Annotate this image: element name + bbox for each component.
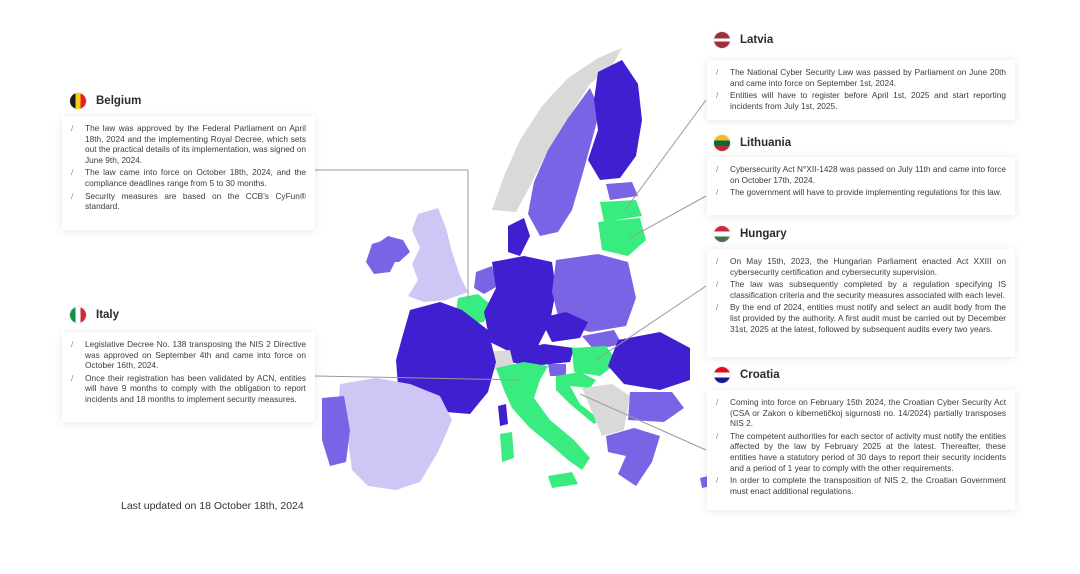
map-sardinia [500, 432, 514, 462]
map-bulgaria [628, 392, 684, 422]
croatia-title: Croatia [740, 369, 780, 381]
italy-title: Italy [96, 309, 120, 321]
croatia-bullet: / In order to complete the transposition of NIS 2, the Croatian Government must enact additional regulations. [716, 475, 1006, 496]
map-ireland [366, 238, 398, 274]
map-sicily [548, 472, 578, 488]
belgium-bullet: / The law was approved by the Federal Parliament on April 18th, 2024 and the implementing Royal Decree, which sets out the practical details of its implementation, was signed on June 9th, 2024. [71, 123, 306, 165]
hungary-bullet: / On May 15th, 2023, the Hungarian Parliament enacted Act XXIII on cybersecurity certification and cybersecurity supervision. [716, 256, 1006, 277]
belgium-heading [70, 93, 141, 109]
hungary-card [707, 249, 1015, 357]
italy-card [62, 332, 315, 422]
map-denmark [508, 218, 530, 256]
belgium-flag-icon [70, 93, 86, 109]
lithuania-bullet: / Cybersecurity Act N°XII-1428 was passed on July 11th and came into force on October 17th, 2024. [716, 164, 1006, 185]
croatia-heading [714, 367, 780, 383]
hungary-flag-icon [714, 226, 730, 242]
last-updated-text: Last updated on 18 October 18th, 2024 [121, 500, 304, 512]
hungary-heading [714, 226, 787, 242]
belgium-bullet: / Security measures are based on the CCB's CyFun® standard. [71, 191, 306, 212]
map-portugal [322, 396, 350, 466]
map-greece [606, 428, 660, 486]
map-balkans [582, 384, 630, 436]
italy-bullet: / Once their registration has been validated by ACN, entities will have 9 months to comply with the obligation to report incidents and 18 months to implement security measures. [71, 373, 306, 405]
map-slovenia [548, 364, 566, 376]
lithuania-card [707, 157, 1015, 215]
hungary-title: Hungary [740, 228, 787, 240]
latvia-bullet: / The National Cyber Security Law was passed by Parliament on June 20th and came into force on September 1st, 2024. [716, 67, 1006, 88]
map-corsica [498, 404, 508, 426]
map-spain [338, 378, 452, 490]
belgium-bullet: / The law came into force on October 18th, 2024, and the compliance deadlines range from 5 to 30 months. [71, 167, 306, 188]
italy-bullet: / Legislative Decree No. 138 transposing the NIS 2 Directive was approved on September 4th and came into force on October 16th, 2024. [71, 339, 306, 371]
latvia-flag-icon [714, 32, 730, 48]
belgium-title: Belgium [96, 95, 142, 107]
italy-heading [70, 307, 119, 323]
map-lithuania [598, 218, 646, 256]
lithuania-bullet: / The government will have to provide implementing regulations for this law. [716, 187, 1006, 198]
hungary-bullet: / The law was subsequently completed by a regulation specifying IS classification criteria and the security measures associated with each level. [716, 279, 1006, 300]
map-romania [608, 332, 690, 390]
lithuania-flag-icon [714, 135, 730, 151]
croatia-bullet: / The competent authorities for each sector of activity must notify the entities affected by the law by February 2025 at the latest. Thereafter, these entities have a statutory period of 30 days to report their security incidents and a period of 1 year to comply with the other requirements. [716, 431, 1006, 473]
latvia-card [707, 60, 1015, 120]
map-germany [484, 256, 556, 354]
latvia-bullet: / Entities will have to register before April 1st, 2025 and start reporting incidents from July 1st, 2025. [716, 90, 1006, 111]
lithuania-title: Lithuania [740, 137, 792, 149]
croatia-flag-icon [714, 367, 730, 383]
croatia-bullet: / Coming into force on February 15th 2024, the Croatian Cyber Security Act (CSA or Zakon o kibernetičkoj sigurnosti no. 14/2024) partially transposes NIS 2. [716, 397, 1006, 429]
latvia-title: Latvia [740, 34, 774, 46]
hungary-bullet: / By the end of 2024, entities must notify and select an audit body from the list provided by the authority. A first audit must be carried out by December 31st, 2025 at the latest, followed by subsequent audits every two years. [716, 302, 1006, 334]
croatia-card [707, 390, 1015, 510]
map-uk [408, 208, 468, 302]
lithuania-heading [714, 135, 791, 151]
belgium-card [62, 116, 315, 230]
italy-flag-icon [70, 307, 86, 323]
map-estonia [606, 182, 638, 200]
latvia-heading [714, 32, 773, 48]
